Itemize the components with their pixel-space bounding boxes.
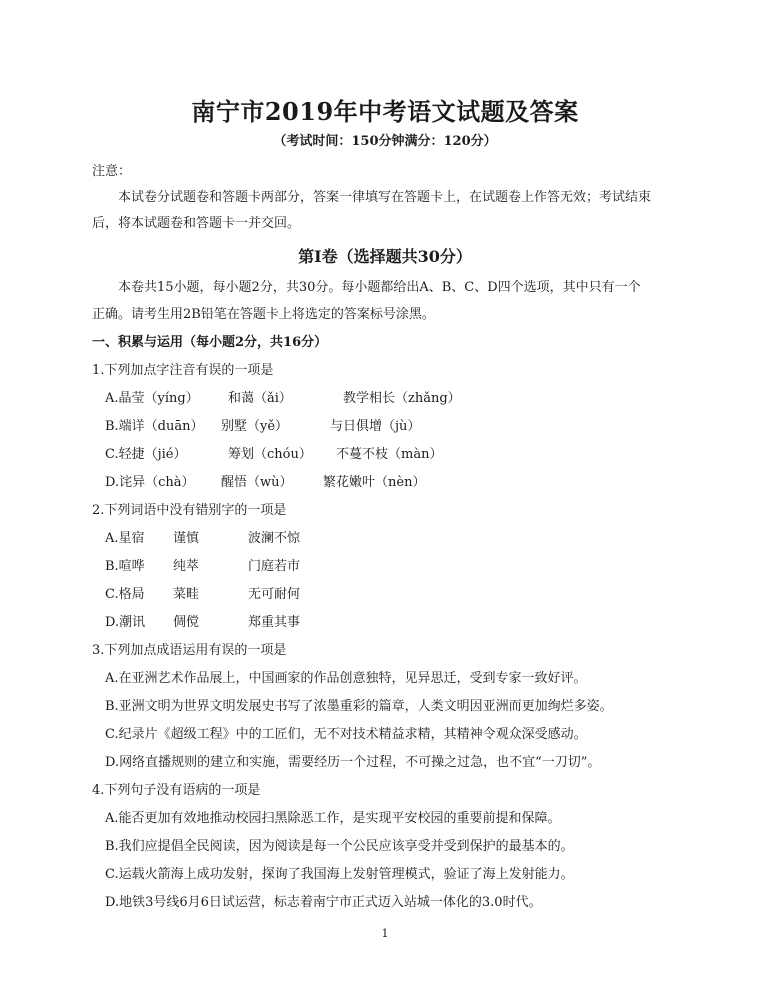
- q2-option-a-word3: 波澜不惊: [248, 531, 301, 546]
- q3-option-c: C.纪录片《超级工程》中的工匠们，无不对技术精益求精，其精神令观众深受感动。: [105, 727, 587, 742]
- q1-option-c-word3: 不蔓不枝（màn）: [336, 447, 443, 462]
- q2-option-a-word2: 谨慎: [173, 531, 200, 546]
- q2-option-d-word3: 郑重其事: [248, 615, 301, 630]
- exam-info: （考试时间：150分钟满分：120分）: [273, 134, 497, 149]
- q1-option-d-word3: 繁花嫩叶（nèn）: [323, 475, 426, 490]
- q2-option-a-word1: A.星宿: [105, 531, 145, 546]
- part-title: 一、积累与运用（每小题2分，共16分）: [92, 335, 328, 350]
- q1-option-a-word3: 教学相长（zhǎng）: [343, 391, 461, 406]
- q2-option-d-word2: 倜傥: [173, 615, 200, 630]
- q1-option-a-word2: 和蔼（ǎi）: [228, 391, 292, 406]
- q2-option-d-word1: D.潮讯: [105, 615, 146, 630]
- q2-option-b-word2: 纯萃: [173, 559, 200, 574]
- q3-option-a: A.在亚洲艺术作品展上，中国画家的作品创意独特，见异思迁，受到专家一致好评。: [105, 671, 587, 686]
- section-intro-line2: 正确。请考生用2B铅笔在答题卡上将选定的答案标号涂黑。: [92, 307, 435, 322]
- q2-option-b-word3: 门庭若市: [248, 559, 301, 574]
- question-2-stem: 2.下列词语中没有错别字的一项是: [92, 503, 287, 518]
- section-intro-line1: 本卷共15小题，每小题2分，共30分。每小题都给出A、B、C、D四个选项，其中只有一个: [118, 280, 641, 295]
- q4-option-d: D.地铁3号线6月6日试运营，标志着南宁市正式迈入站城一体化的3.0时代。: [105, 895, 542, 910]
- q1-option-a-word1: A.晶莹（yíng）: [105, 391, 199, 406]
- page-title: 南宁市2019年中考语文试题及答案: [191, 97, 579, 126]
- q4-option-c: C.运载火箭海上成功发射，探询了我国海上发射管理模式，验证了海上发射能力。: [105, 867, 574, 882]
- q1-option-b-word2: 别墅（yě）: [221, 419, 289, 434]
- q1-option-d-word2: 醒悟（wù）: [221, 475, 293, 490]
- q4-option-a: A.能否更加有效地推动校园扫黑除恶工作，是实现平安校园的重要前提和保障。: [105, 811, 561, 826]
- q4-option-b: B.我们应提倡全民阅读，因为阅读是每一个公民应该享受并受到保护的最基本的。: [105, 839, 574, 854]
- q2-option-c-word1: C.格局: [105, 587, 145, 602]
- q1-option-c-word2: 筹划（chóu）: [228, 447, 312, 462]
- q1-option-b-word3: 与日俱增（jù）: [330, 419, 421, 434]
- notice-text-line2: 后，将本试题卷和答题卡一并交回。: [92, 216, 301, 231]
- notice-label: 注意：: [92, 164, 132, 179]
- q2-option-c-word3: 无可耐何: [248, 587, 301, 602]
- q3-option-d: D.网络直播规则的建立和实施，需要经历一个过程，不可操之过急，也不宜“一刀切”。: [105, 755, 601, 770]
- q2-option-c-word2: 菜畦: [173, 587, 200, 602]
- q1-option-d-word1: D.诧异（chà）: [105, 475, 195, 490]
- q1-option-b-word1: B.端详（duān）: [105, 419, 204, 434]
- q2-option-b-word1: B.喧哗: [105, 559, 145, 574]
- q1-option-c-word1: C.轻捷（jié）: [105, 447, 187, 462]
- question-4-stem: 4.下列句子没有语病的一项是: [92, 783, 261, 798]
- notice-text-line1: 本试卷分试题卷和答题卡两部分，答案一律填写在答题卡上，在试题卷上作答无效；考试结束: [118, 190, 652, 205]
- question-1-stem: 1.下列加点字注音有误的一项是: [92, 363, 274, 378]
- section-title: 第Ⅰ卷（选择题共30分）: [298, 247, 472, 266]
- question-3-stem: 3.下列加点成语运用有误的一项是: [92, 643, 287, 658]
- page-number: 1: [381, 927, 389, 940]
- q3-option-b: B.亚洲文明为世界文明发展史书写了浓墨重彩的篇章，人类文明因亚洲而更加绚烂多姿。: [105, 699, 613, 714]
